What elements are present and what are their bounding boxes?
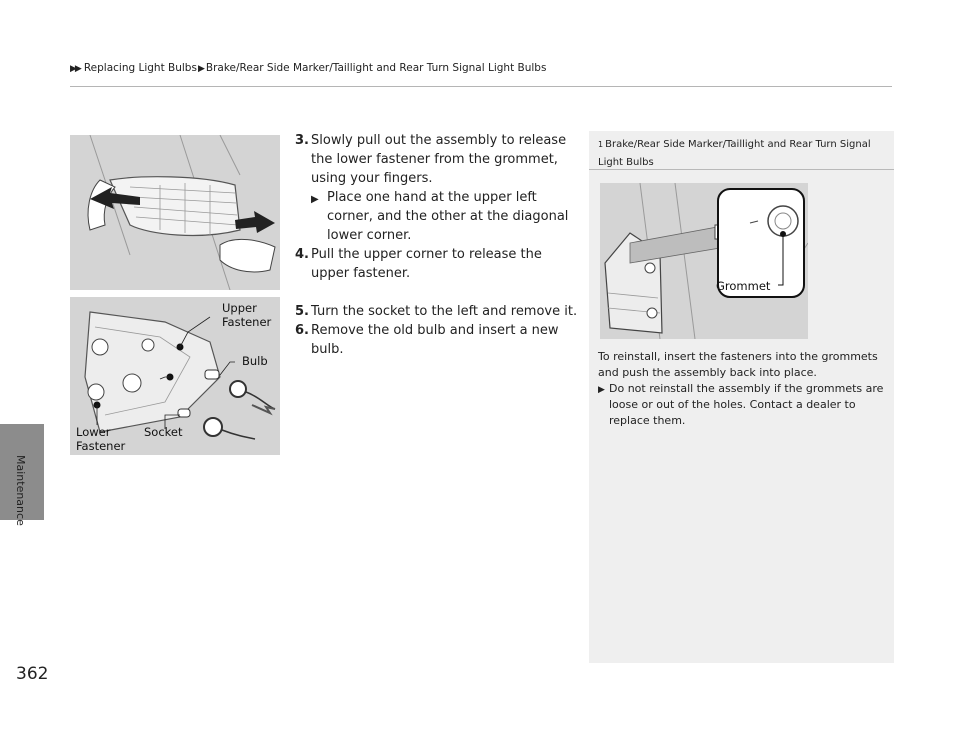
step-number: 5.	[295, 304, 309, 319]
step-number: 6.	[295, 323, 309, 338]
section-label: Maintenance	[14, 455, 27, 526]
breadcrumb	[70, 62, 546, 74]
breadcrumb-item-replacing-light-bulbs[interactable]: Replacing Light Bulbs	[83, 62, 197, 74]
instruction-steps	[295, 131, 580, 359]
note-title-text: Brake/Rear Side Marker/Taillight and Rear Turn Signal Light Bulbs	[598, 139, 871, 168]
step-text: Pull the upper corner to release the upper fastener.	[311, 247, 542, 281]
step-number: 4.	[295, 247, 309, 262]
substep-text: Place one hand at the upper left corner, and the other at the diagonal lower corner.	[327, 190, 569, 243]
step-number: 3.	[295, 133, 309, 148]
step-3-substep	[295, 188, 580, 245]
arrow-right-icon: ▶	[311, 194, 319, 205]
step-3	[295, 131, 580, 188]
step-4	[295, 245, 580, 283]
note-text: To reinstall, insert the fasteners into the grommets and push the assembly back into place.	[598, 350, 878, 379]
grommet-illustration	[600, 183, 808, 339]
double-arrow-icon: ▶▶	[70, 64, 80, 74]
step-6	[295, 321, 580, 359]
note-body	[598, 349, 888, 429]
bulb-label: Bulb	[242, 354, 268, 368]
lower-fastener-label: Lower Fastener	[76, 425, 126, 453]
step-5	[295, 302, 580, 321]
figure-pull-assembly	[70, 135, 280, 290]
note-header	[589, 131, 894, 170]
pull-assembly-illustration	[70, 135, 280, 290]
arrow-right-icon: ▶	[598, 385, 605, 395]
breadcrumb-item-brake-taillight[interactable]: Brake/Rear Side Marker/Taillight and Rear Turn Signal Light Bulbs	[205, 62, 547, 74]
page-number: 362	[16, 664, 49, 684]
step-text: Remove the old bulb and insert a new bulb.	[311, 323, 559, 357]
note-substep	[598, 381, 888, 429]
grommet-label: Grommet	[716, 279, 771, 293]
header-divider	[70, 86, 892, 87]
upper-fastener-label: Upper Fastener	[222, 301, 272, 329]
arrow-right-icon: ▶	[197, 64, 205, 74]
step-text: Turn the socket to the left and remove it.	[311, 304, 578, 319]
note-title	[598, 136, 888, 172]
note-substep-text: Do not reinstall the assembly if the grommets are loose or out of the holes. Contact a dealer to replace them.	[609, 382, 884, 427]
socket-label: Socket	[144, 425, 183, 439]
figure-grommet	[600, 183, 808, 339]
figure-bulb-socket	[70, 297, 280, 455]
step-text: Slowly pull out the assembly to release the lower fastener from the grommet, using your fingers.	[311, 133, 567, 186]
note-marker-icon: 1	[598, 140, 604, 149]
